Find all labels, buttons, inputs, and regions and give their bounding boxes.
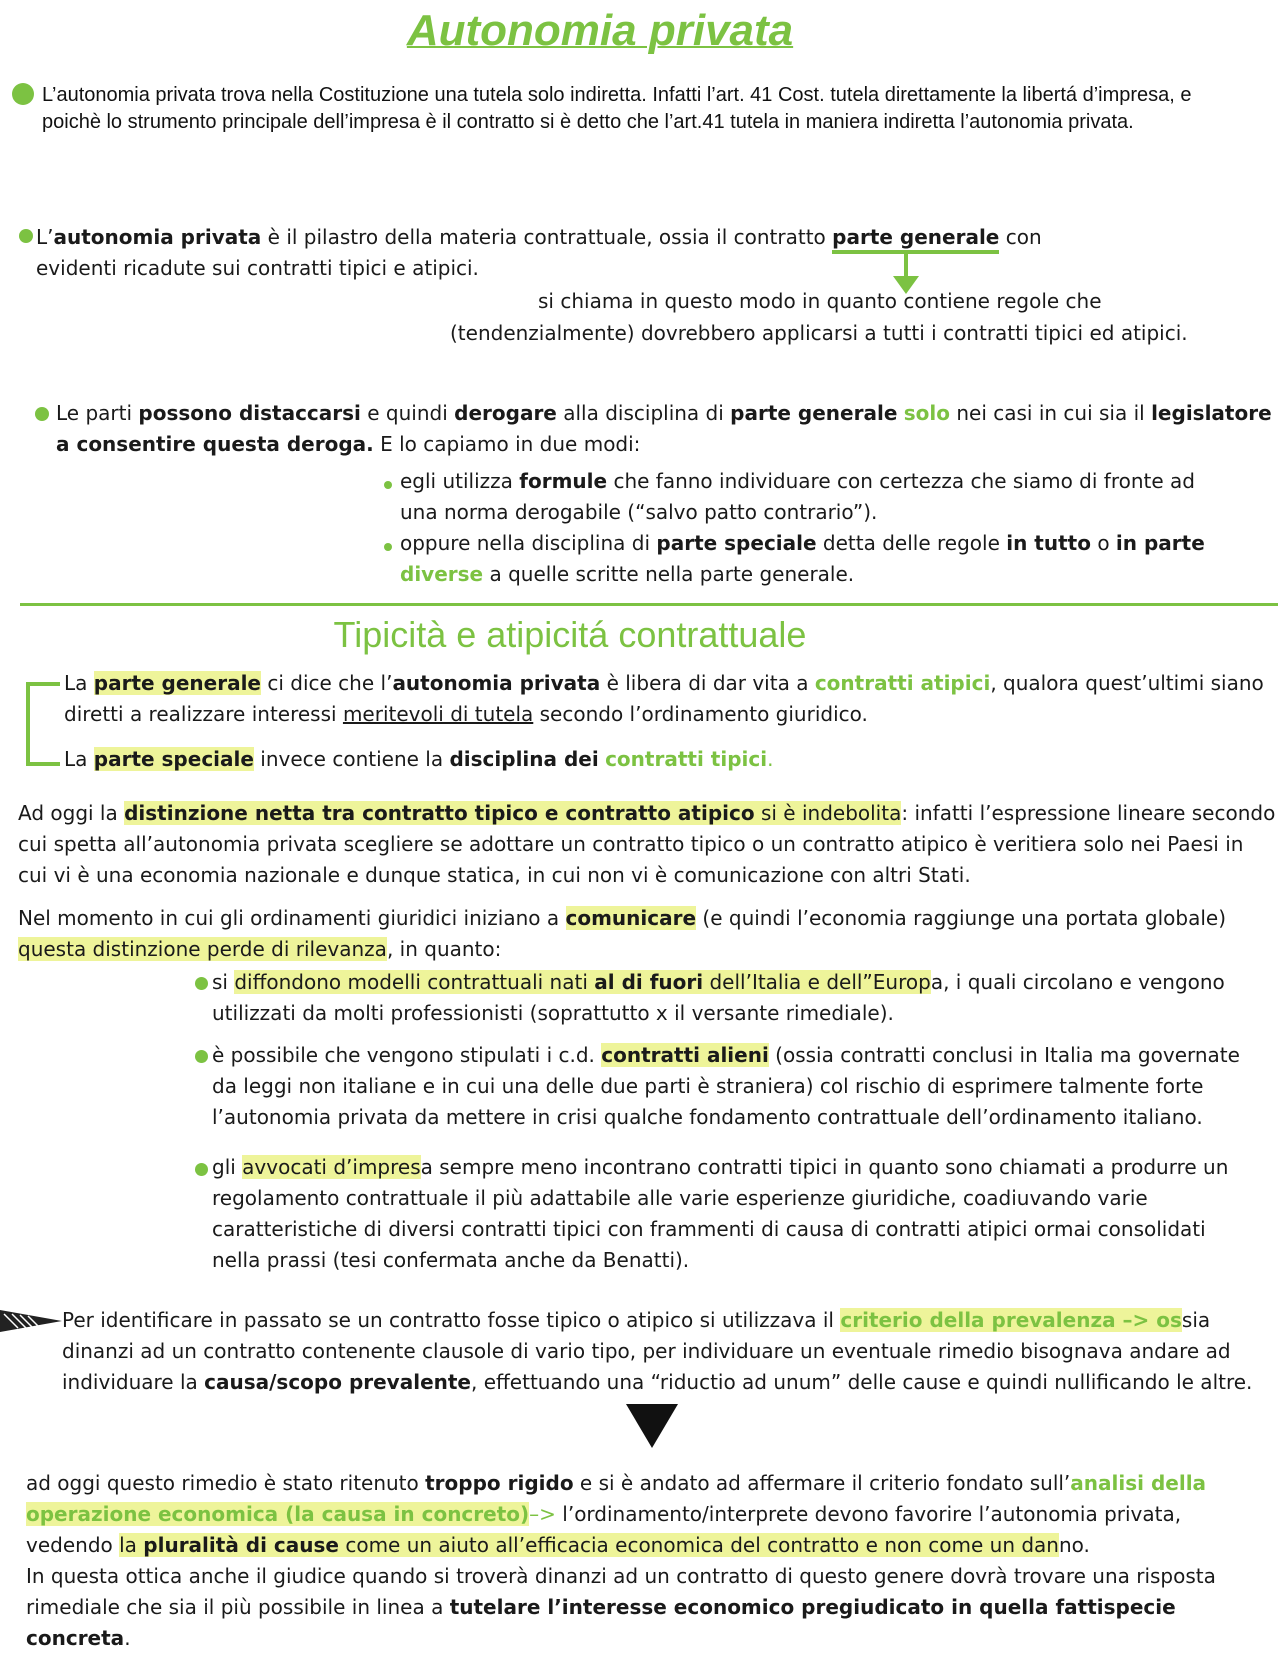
text: (e quindi l’economia raggiunge una portata globale) <box>696 906 1227 930</box>
text: . <box>124 1626 131 1650</box>
bullet-dot-icon <box>195 1050 208 1063</box>
text: la <box>119 1533 144 1557</box>
scribble-arrow-icon <box>0 1308 64 1334</box>
text: a sempre meno incontrano contratti tipici in quanto sono chiamati a produrre un <box>420 1155 1229 1179</box>
text: con <box>999 225 1042 249</box>
text: evidenti ricadute sui contratti tipici e atipici. <box>36 256 479 280</box>
text: contratti alieni <box>601 1043 769 1067</box>
bullet-dot-icon <box>195 977 208 990</box>
deroga-bullet-2 <box>400 528 1280 590</box>
parte-generale-term: parte generale <box>832 225 999 254</box>
distinzione-paragraph <box>18 798 1280 891</box>
text: è libera di dar vita a <box>600 671 815 695</box>
text: diretti a realizzare interessi <box>64 702 343 726</box>
deroga-paragraph <box>56 398 1278 460</box>
text: o <box>1090 531 1116 555</box>
text: E lo capiamo in due modi: <box>373 432 641 456</box>
text: caratteristiche di diversi contratti tipici con frammenti di causa di contratti atipici ormai consolidati <box>212 1217 1206 1241</box>
text: invece contiene la <box>253 747 450 771</box>
comunicare-bullet-3 <box>212 1152 1278 1276</box>
bullet-dot-icon <box>12 83 34 105</box>
text: Per identificare in passato se un contratto fosse tipico o atipico si utilizzava il <box>62 1308 841 1332</box>
deroga-bullet-1 <box>400 466 1280 528</box>
bullet-dot-icon <box>195 1163 208 1176</box>
text: contratti tipici <box>605 747 768 771</box>
text: distinzione netta tra contratto tipico e contratto atipico <box>124 801 755 825</box>
text: meritevoli di tutela <box>342 702 534 726</box>
text: rimediale che sia il più possibile in linea a <box>26 1595 450 1619</box>
text: utilizzati da molti professionisti (soprattutto x il versante rimediale). <box>212 1001 894 1025</box>
bracket-decoration <box>26 682 60 766</box>
text: a quelle scritte nella parte generale. <box>483 562 855 586</box>
comunicare-paragraph <box>18 903 1280 965</box>
autonomia-paragraph <box>36 222 1236 284</box>
text: gli <box>212 1155 243 1179</box>
text: si è indebolita <box>754 801 902 825</box>
bullet-dot-icon <box>384 481 392 489</box>
text: oppure nella disciplina di <box>400 531 657 555</box>
text: autonomia privata <box>53 225 262 249</box>
text: tutelare l’interesse economico pregiudicato in quella fattispecie concreta <box>26 1595 1176 1650</box>
text: pluralità di cause <box>143 1533 339 1557</box>
text: parte speciale <box>93 747 254 771</box>
text: l’autonomia privata da mettere in crisi qualche fondamento contrattuale dell’ordinamento italiano. <box>212 1105 1203 1129</box>
text: l’ordinamento/interprete devono favorire l’autonomia privata, <box>555 1502 1182 1526</box>
text: a consentire questa deroga. <box>56 432 374 456</box>
text: in tutto <box>1006 531 1091 555</box>
text: avvocati d’impres <box>242 1155 421 1179</box>
operazione-economica-paragraph <box>26 1468 1280 1654</box>
text: possono distaccarsi <box>138 401 361 425</box>
text: questa distinzione perde di rilevanza <box>18 937 387 961</box>
page-title: Autonomia privata <box>406 6 794 55</box>
text: parte speciale <box>656 531 817 555</box>
text: : infatti l’espressione lineare secondo <box>901 801 1276 825</box>
text: troppo rigido <box>425 1471 574 1495</box>
text: Nel momento in cui gli ordinamenti giuridici iniziano a <box>18 906 566 930</box>
text: è il pilastro della materia contrattuale, ossia il contratto <box>261 225 833 249</box>
text: legislatore <box>1151 401 1272 425</box>
triangle-down-icon <box>626 1404 678 1448</box>
text: dinanzi ad un contratto contenente clausole di vario tipo, per individuare un eventuale rimedio bisognava andare ad <box>62 1339 1231 1363</box>
bullet-dot-icon <box>384 543 392 551</box>
text: sia <box>1181 1308 1211 1332</box>
text: comunicare <box>565 906 697 930</box>
text: cui spetta all’autonomia privata scegliere se adottare un contratto tipico o un contratto atipico è veritiera solo nei Paesi in <box>18 832 1244 856</box>
text: è possibile che vengono stipulati i c.d. <box>212 1043 602 1067</box>
text: ad oggi questo rimedio è stato ritenuto <box>26 1471 426 1495</box>
parte-speciale-paragraph <box>64 744 1278 775</box>
text: nella prassi (tesi confermata anche da Benatti). <box>212 1248 690 1272</box>
text: parte generale <box>93 671 261 695</box>
text: causa/scopo prevalente <box>204 1370 471 1394</box>
text: Ad oggi la <box>18 801 125 825</box>
text: dell’Italia e dell”Europ <box>703 970 931 994</box>
text: La <box>64 747 94 771</box>
text: e si è andato ad affermare il criterio fondato sull’ <box>573 1471 1071 1495</box>
text: , qualora quest’ultimi siano <box>990 671 1264 695</box>
text: –> <box>529 1502 556 1526</box>
text: cui vi è una economia nazionale e dunque statica, in cui non vi è comunicazione con altri Stati. <box>18 863 971 887</box>
text: una norma derogabile (“salvo patto contrario”). <box>400 500 878 524</box>
text: individuare la <box>62 1370 205 1394</box>
text: da leggi non italiane e in cui una delle due parti è straniera) col rischio di esprimere talmente forte <box>212 1074 1204 1098</box>
text: , in quanto: <box>386 937 502 961</box>
text: L’ <box>36 225 54 249</box>
text: al di fuori <box>594 970 704 994</box>
text: in parte <box>1115 531 1205 555</box>
note-line-1: si chiama in questo modo in quanto contiene regole che <box>538 289 1102 313</box>
text: autonomia privata <box>392 671 601 695</box>
text: derogare <box>454 401 557 425</box>
intro-paragraph: L’autonomia privata trova nella Costituzione una tutela solo indiretta. Infatti l’art. 41 Cost. tutela direttamente la libertá d’impresa, e poichè lo strumento principale dell’impresa è il contratto si è detto che l’art.41 tutela in maniera indiretta l’autonomia privata. <box>42 84 1192 133</box>
text: operazione economica (la causa in concreto) <box>26 1502 530 1526</box>
text: secondo l’ordinamento giuridico. <box>533 702 868 726</box>
text: regolamento contrattuale il più adattabile alle varie esperienze giuridiche, coadiuvando varie <box>212 1186 1148 1210</box>
comunicare-bullet-1 <box>212 967 1278 1029</box>
text: solo <box>903 401 950 425</box>
comunicare-bullet-2 <box>212 1040 1278 1133</box>
text: La <box>64 671 94 695</box>
text: si <box>212 970 235 994</box>
text: diffondono modelli contrattuali nati <box>234 970 595 994</box>
text: e quindi <box>360 401 455 425</box>
text: egli utilizza <box>400 469 520 493</box>
text: analisi della <box>1070 1471 1207 1495</box>
text: , effettuando una “riductio ad unum” delle cause e quindi nullificando le altre. <box>471 1370 1253 1394</box>
prevalenza-paragraph <box>62 1305 1280 1398</box>
bullet-dot-icon <box>35 407 49 421</box>
text: contratti atipici <box>814 671 991 695</box>
section-title: Tipicità e atipicitá contrattuale <box>333 614 807 655</box>
note-line-2: (tendenzialmente) dovrebbero applicarsi a tutti i contratti tipici ed atipici. <box>450 321 1188 345</box>
text: disciplina dei <box>449 747 599 771</box>
text: a, i quali circolano e vengono <box>930 970 1225 994</box>
text: vedendo <box>26 1533 120 1557</box>
text: parte generale <box>730 401 898 425</box>
text: ci dice che l’ <box>261 671 393 695</box>
parte-generale-paragraph <box>64 668 1278 730</box>
section-divider <box>20 603 1278 606</box>
text: In questa ottica anche il giudice quando si troverà dinanzi ad un contratto di questo genere dovrà trovare una risposta <box>26 1564 1216 1588</box>
bullet-dot-icon <box>19 229 33 243</box>
text: alla disciplina di <box>556 401 731 425</box>
text: criterio della prevalenza –> os <box>840 1308 1182 1332</box>
text: che fanno individuare con certezza che siamo di fronte ad <box>607 469 1195 493</box>
text: no. <box>1058 1533 1090 1557</box>
text: . <box>767 747 774 771</box>
text: formule <box>519 469 608 493</box>
text: detta delle regole <box>816 531 1007 555</box>
text: nei casi in cui sia il <box>950 401 1152 425</box>
text: Le parti <box>56 401 139 425</box>
text: come un aiuto all’efficacia economica del contratto e non come un dan <box>338 1533 1059 1557</box>
text: (ossia contratti conclusi in Italia ma governate <box>768 1043 1240 1067</box>
text: diverse <box>400 562 484 586</box>
